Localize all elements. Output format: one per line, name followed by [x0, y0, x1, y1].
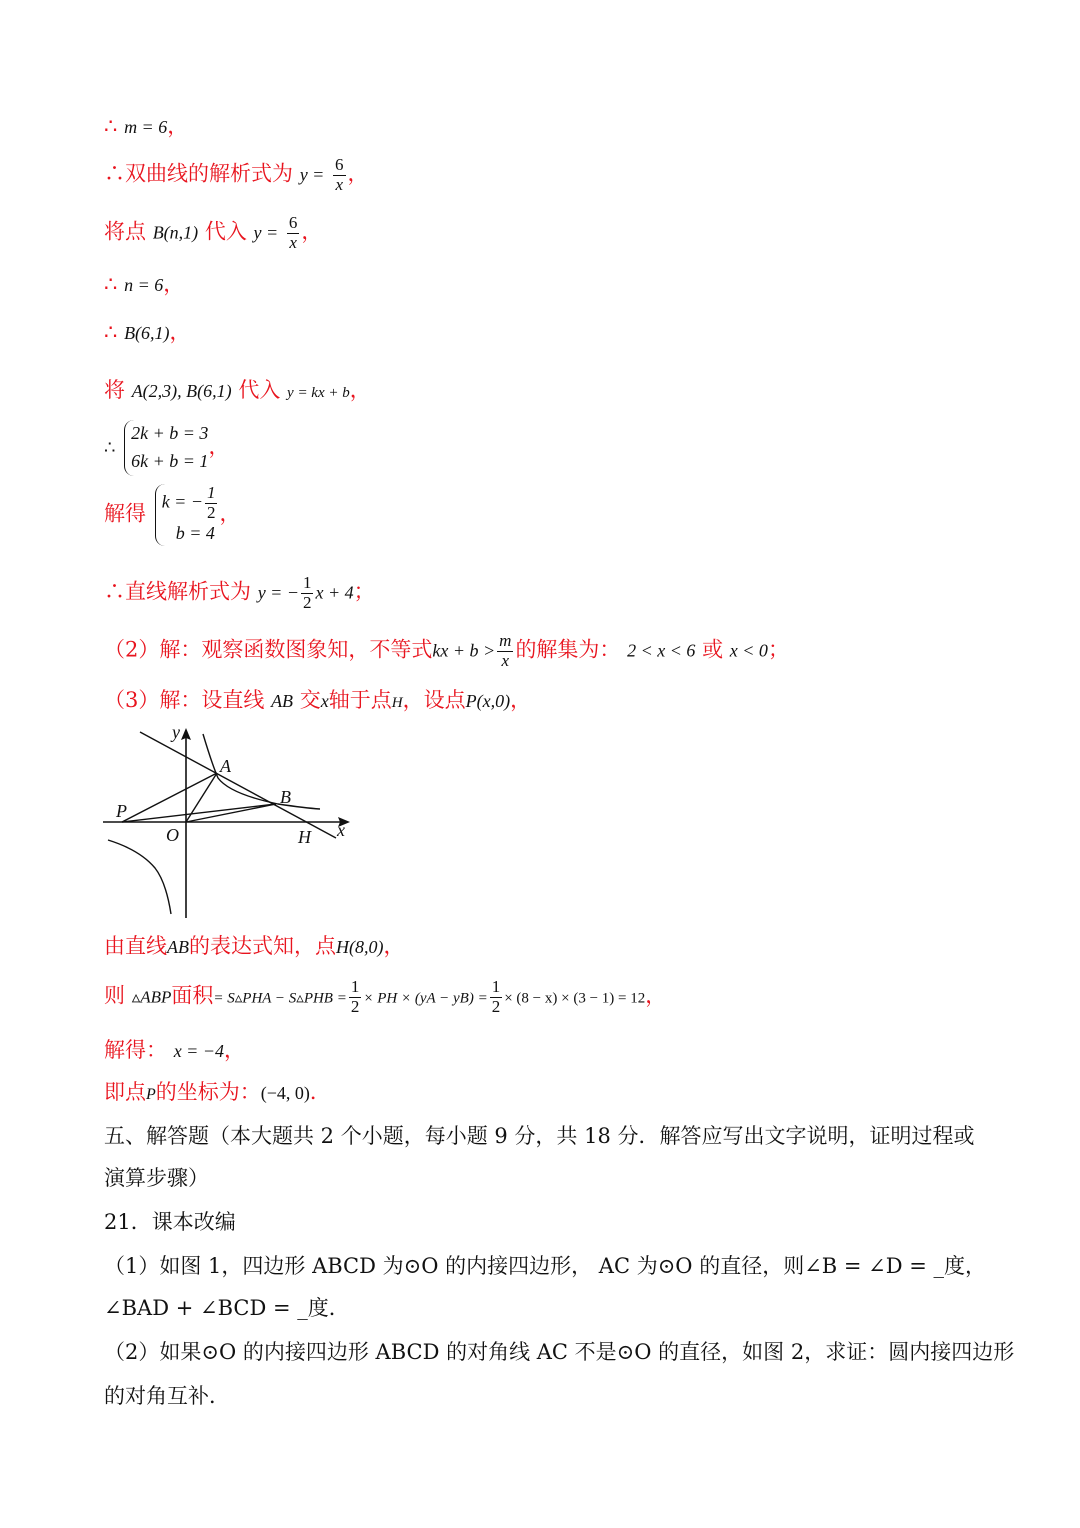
function-graph: [100, 722, 360, 922]
step-m-value: ∴ m = 6，: [104, 114, 189, 138]
step-equation-system: ∴ 2k + b = 3 6k + b = 1 ，: [104, 420, 229, 476]
step-substitute-ab: 将 A(2,3), B(6,1) 代入 y = kx + b，: [104, 378, 371, 402]
label-b: B: [280, 787, 291, 807]
step-substitute-b: 将点 B(n,1) 代入 y = $\frac{6}{x}$ ，: [104, 213, 323, 252]
step-part2-inequality: （2）解：观察函数图象知，不等式kx + b > $\frac{m}{x}$ 的解集为： 2 < x < 6 或 x < 0；: [104, 631, 789, 670]
solution-system: k = − $\frac{1}{2}$ b = 4: [155, 484, 220, 546]
fraction: $\frac{6}{x}$: [335, 155, 344, 194]
step-solve-x: 解得： x = −4，: [104, 1038, 245, 1062]
step-point-p-coordinates: 即点P的坐标为：(−4, 0)．: [104, 1080, 331, 1104]
step-area-equation: 则 ▵ABP面积= S▵PHA − S▵PHB = $\frac{1}{2}$ × PH × (yA − yB) = $\frac{1}{2}$ × (8 − x) × (3 − 1) = 12，: [104, 977, 667, 1016]
hyperbola-branch-3: [108, 840, 171, 914]
question-21-part1: （1）如图 1，四边形 ABCD 为⊙O 的内接四边形， AC 为⊙O 的直径，则∠B = ∠D = _度，: [104, 1254, 987, 1278]
fraction: $\frac{m}{x}$: [499, 631, 512, 670]
label-a: A: [220, 756, 231, 776]
label-o: O: [166, 825, 179, 845]
section-5-heading: 五、解答题（本大题共 2 个小题，每小题 9 分，共 18 分．解答应写出文字说明，证明过程或: [104, 1124, 975, 1148]
fraction: $\frac{1}{2}$: [302, 573, 312, 612]
step-part3-setup: （3）解：设直线 AB 交x轴于点H，设点P(x,0)，: [104, 688, 532, 712]
step-line-expression: ∴直线解析式为 y = − $\frac{1}{2}$ x + 4；: [104, 573, 375, 612]
segment-pa: [122, 773, 217, 822]
equation-system: 2k + b = 3 6k + b = 1: [124, 420, 208, 476]
question-21-part1-cont: ∠BAD + ∠BCD = _度．: [104, 1296, 350, 1320]
section-5-heading-cont: 演算步骤）: [104, 1166, 209, 1190]
label-x: x: [337, 820, 345, 840]
step-point-b: ∴ B(6,1)，: [104, 320, 191, 344]
step-n-value: ∴ n = 6，: [104, 272, 185, 296]
label-h: H: [298, 827, 311, 847]
label-p: P: [116, 801, 127, 821]
question-21-title: 21．课本改编: [104, 1210, 236, 1234]
fraction: $\frac{6}{x}$: [288, 213, 298, 252]
fraction: $\frac{1}{2}$: [491, 977, 501, 1016]
step-hyperbola-expression: ∴双曲线的解析式为 y = $\frac{6}{x}$ ，: [104, 155, 369, 194]
label-y: y: [172, 722, 180, 742]
step-point-h: 由直线AB的表达式知，点H(8,0)，: [104, 934, 405, 958]
question-21-part2: （2）如果⊙O 的内接四边形 ABCD 的对角线 AC 不是⊙O 的直径，如图 2，求证：圆内接四边形: [104, 1340, 1015, 1364]
fraction: $\frac{1}{2}$: [206, 483, 216, 522]
fraction: $\frac{1}{2}$: [350, 977, 360, 1016]
question-21-part2-cont: 的对角互补．: [104, 1384, 230, 1408]
step-solution-system: 解得 k = − $\frac{1}{2}$ b = 4 ，: [104, 484, 240, 546]
